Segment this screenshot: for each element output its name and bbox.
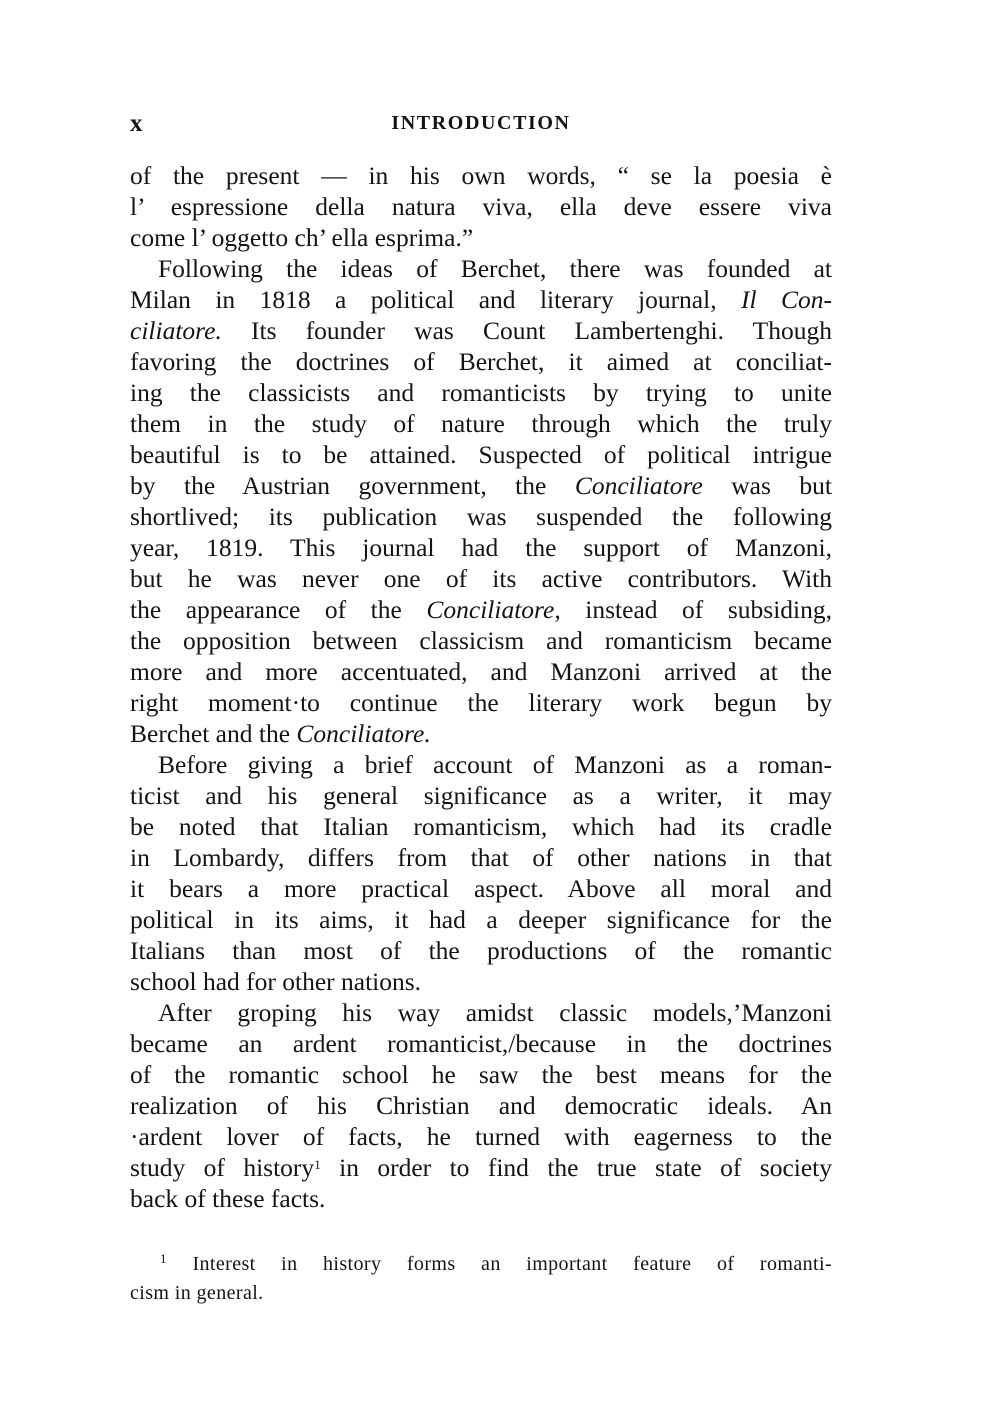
- text-line: [130, 1183, 832, 1214]
- footnote-text: cism in general.: [130, 1282, 264, 1304]
- text-segment: be noted that Italian romanticism, which had its cradle: [130, 812, 832, 841]
- running-title: INTRODUCTION: [391, 112, 571, 134]
- text-segment: favoring the doctrines of Berchet, it aimed at conciliat-: [130, 347, 832, 376]
- text-segment: instead of subsiding,: [560, 595, 832, 624]
- text-segment: them in the study of nature through which the truly: [130, 409, 832, 438]
- text-line: [130, 935, 832, 966]
- text-segment: ing the classicists and romanticists by trying to unite: [130, 378, 832, 407]
- text-line: [130, 1121, 832, 1152]
- text-segment: l’ espressione della natura viva, ella deve essere viva: [130, 192, 832, 221]
- text-line: [130, 253, 832, 284]
- text-line: [130, 315, 832, 346]
- text-segment: year, 1819. This journal had the support of Manzoni,: [130, 533, 832, 562]
- text-line: [130, 904, 832, 935]
- text-segment: beautiful is to be attained. Suspected of political intrigue: [130, 440, 832, 469]
- text-line: [130, 1059, 832, 1090]
- text-segment: back of these facts.: [130, 1184, 326, 1213]
- text-line: [130, 563, 832, 594]
- text-segment: the opposition between classicism and romanticism became: [130, 626, 832, 655]
- text-segment: Following the ideas of Berchet, there was founded at: [158, 254, 832, 283]
- italic-title: ciliatore.: [130, 316, 222, 345]
- text-line: [130, 222, 832, 253]
- text-line: [130, 687, 832, 718]
- text-line: [130, 811, 832, 842]
- body-text: [130, 160, 832, 1214]
- text-segment: ticist and his general significance as a writer, it may: [130, 781, 832, 810]
- text-line: [130, 532, 832, 563]
- footnote-line: [130, 1279, 832, 1308]
- italic-title: Conciliatore: [574, 471, 703, 500]
- italic-title: Conciliatore,: [426, 595, 561, 624]
- text-segment: by the Austrian government, the: [130, 471, 575, 500]
- footnote-text: Interest in history forms an important feature of romanti-: [192, 1253, 833, 1275]
- text-line: [130, 284, 832, 315]
- italic-title: Il Con-: [741, 285, 832, 314]
- text-segment: in Lombardy, differs from that of other nations in that: [130, 843, 832, 872]
- text-line: [130, 191, 832, 222]
- text-segment: school had for other nations.: [130, 967, 422, 996]
- text-line: [130, 997, 832, 1028]
- text-line: [130, 439, 832, 470]
- text-line: [130, 346, 832, 377]
- text-segment: Its founder was Count Lambertenghi. Though: [221, 316, 832, 345]
- footnote-ref[interactable]: 1: [314, 1157, 321, 1172]
- text-segment: Italians than most of the productions of the romantic: [130, 936, 832, 965]
- text-line: [130, 780, 832, 811]
- page-number: x: [130, 110, 144, 137]
- text-segment: Milan in 1818 a political and literary journal,: [130, 285, 742, 314]
- running-head: [130, 110, 832, 140]
- text-segment: After groping his way amidst classic models,’Manzoni: [158, 998, 832, 1027]
- text-segment: in order to find the true state of society: [320, 1153, 832, 1182]
- text-segment: right moment·to continue the literary work begun by: [130, 688, 832, 717]
- text-line: [130, 377, 832, 408]
- text-line: [130, 1090, 832, 1121]
- text-segment: shortlived; its publication was suspended the following: [130, 502, 832, 531]
- text-segment: of the romantic school he saw the best means for the: [130, 1060, 832, 1089]
- text-line: [130, 873, 832, 904]
- text-segment: study of history: [130, 1153, 315, 1182]
- footnote-line: [130, 1250, 832, 1279]
- text-segment: was but: [702, 471, 832, 500]
- italic-title: Conciliatore.: [296, 719, 431, 748]
- text-line: [130, 160, 832, 191]
- footnote-marker: 1: [160, 1251, 167, 1266]
- text-segment: ·ardent lover of facts, he turned with eagerness to the: [130, 1122, 832, 1151]
- text-segment: it bears a more practical aspect. Above all moral and: [130, 874, 832, 903]
- text-segment: Before giving a brief account of Manzoni as a roman-: [158, 750, 832, 779]
- text-line: [130, 501, 832, 532]
- text-segment: but he was never one of its active contributors. With: [130, 564, 832, 593]
- text-line: [130, 594, 832, 625]
- text-segment: became an ardent romanticist,/because in the doctrines: [130, 1029, 832, 1058]
- text-line: [130, 625, 832, 656]
- text-line: [130, 1152, 832, 1183]
- text-line: [130, 656, 832, 687]
- text-segment: political in its aims, it had a deeper significance for the: [130, 905, 832, 934]
- text-line: [130, 1028, 832, 1059]
- text-line: [130, 718, 832, 749]
- text-segment: the appearance of the: [130, 595, 427, 624]
- text-line: [130, 408, 832, 439]
- text-segment: of the present — in his own words, “ se la poesia è: [130, 161, 832, 190]
- text-segment: more and more accentuated, and Manzoni arrived at the: [130, 657, 832, 686]
- text-segment: realization of his Christian and democratic ideals. An: [130, 1091, 832, 1120]
- text-line: [130, 470, 832, 501]
- text-segment: Berchet and the: [130, 719, 297, 748]
- text-line: [130, 966, 832, 997]
- text-segment: come l’ oggetto ch’ ella esprima.”: [130, 223, 474, 252]
- text-line: [130, 842, 832, 873]
- text-line: [130, 749, 832, 780]
- footnotes: [130, 1250, 832, 1308]
